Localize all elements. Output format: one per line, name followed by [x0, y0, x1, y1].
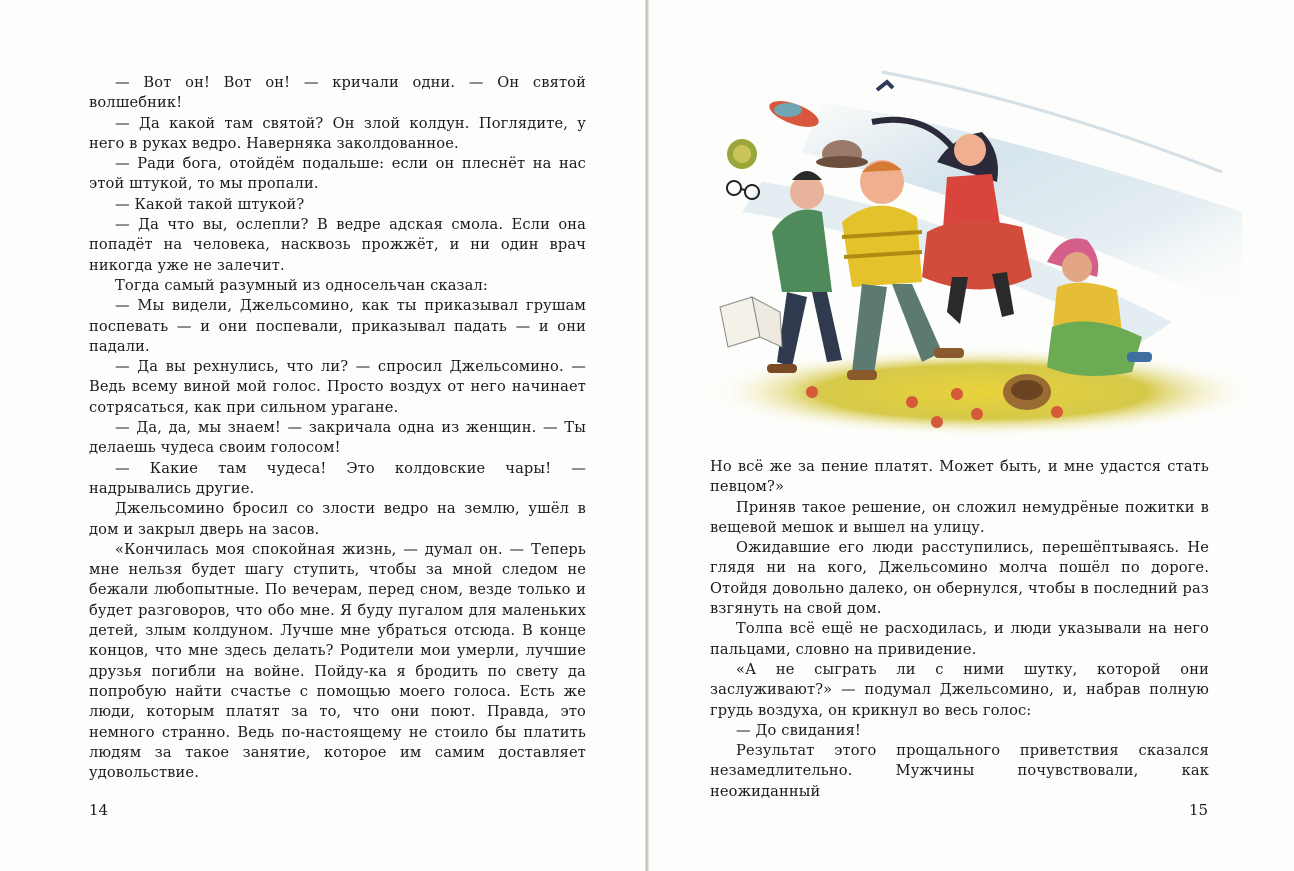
page-number: 14: [89, 801, 109, 819]
paragraph: — Да, да, мы знаем! — закричала одна из женщин. — Ты делаешь чудеса своим голосом!: [89, 419, 586, 457]
illustration-villagers-in-wind: [702, 62, 1254, 444]
paragraph: Результат этого прощального приветствия сказался незамедлительно. Мужчины почувствовали, как неожиданный: [710, 742, 1209, 800]
paragraph: — Да какой там святой? Он злой колдун. Поглядите, у него в руках ведро. Наверняка заколдованное.: [89, 114, 586, 152]
paragraph: Тогда самый разумный из односельчан сказал:: [115, 276, 488, 294]
paragraph: — Да вы рехнулись, что ли? — спросил Джельсомино. — Ведь всему виной мой голос. Просто воздух от него начинает сотрясаться, как при сильном урагане.: [89, 358, 586, 416]
right-page: [649, 0, 1294, 871]
left-page-text: [89, 73, 586, 783]
paragraph: Ожидавшие его люди расступились, перешёптываясь. Не глядя ни на кого, Джельсомино молча пошёл по дороге. Отойдя довольно далеко, он обернулся, чтобы в последний раз взгянуть на свой дом.: [710, 539, 1209, 618]
paragraph: Приняв такое решение, он сложил немудрёные пожитки в вещевой мешок и вышел на улицу.: [710, 498, 1209, 536]
paragraph: Но всё же за пение платят. Может быть, и мне удастся стать певцом?»: [710, 458, 1209, 496]
paragraph: — Вот он! Вот он! — кричали одни. — Он святой волшебник!: [89, 74, 586, 112]
paragraph: — Какой такой штукой?: [115, 195, 305, 213]
paragraph: — Ради бога, отойдём подальше: если он плеснёт на нас этой штукой, то мы пропали.: [89, 155, 586, 193]
fallen-basket: [1003, 374, 1051, 410]
page-number: 15: [1189, 801, 1209, 819]
paragraph: «Кончилась моя спокойная жизнь, — думал он. — Теперь мне нельзя будет шагу ступить, чтобы за мной следом не бежали любопытные. По вечерам, перед сном, везде только и будет разговоров, что обо мне. Я буду пугалом для маленьких детей, злым колдуном. Лучше мне убраться отсюда. В конце концов, что мне здесь делать? Родители мои умерли, лучшие друзья погибли на войне. Пойду-ка я бродить по свету да попробую найти счастье с помощью моего голоса. Есть же люди, которым платят за то, что они поют. Правда, это немного странно. Ведь по-настоящему не стоило бы платить людям за такое занятие, которое им самим доставляет удовольствие.: [89, 540, 586, 782]
paragraph: — Какие там чудеса! Это колдовские чары! — надрывались другие.: [89, 459, 586, 497]
paragraph: «А не сыграть ли с ними шутку, которой они заслуживают?» — подумал Джельсомино, и, набрав полную грудь воздуха, он крикнул во весь голос:: [710, 660, 1209, 719]
left-page: [0, 0, 645, 871]
paragraph: — Мы видели, Джельсомино, как ты приказывал грушам поспевать — и они поспевали, приказывал падать — и они падали.: [89, 297, 586, 355]
paragraph: Толпа всё ещё не расходилась, и люди указывали на него пальцами, словно на привидение.: [710, 620, 1209, 658]
flying-book: [720, 297, 782, 347]
paragraph: — Да что вы, ослепли? В ведре адская смола. Если она попадёт на человека, насквозь прожжёт, и ни один врач никогда уже не залечит.: [89, 216, 586, 274]
paragraph: Джельсомино бросил со злости ведро на землю, ушёл в дом и закрыл дверь на засов.: [89, 500, 586, 538]
right-page-text: [710, 457, 1209, 802]
paragraph: — До свидания!: [736, 721, 861, 739]
